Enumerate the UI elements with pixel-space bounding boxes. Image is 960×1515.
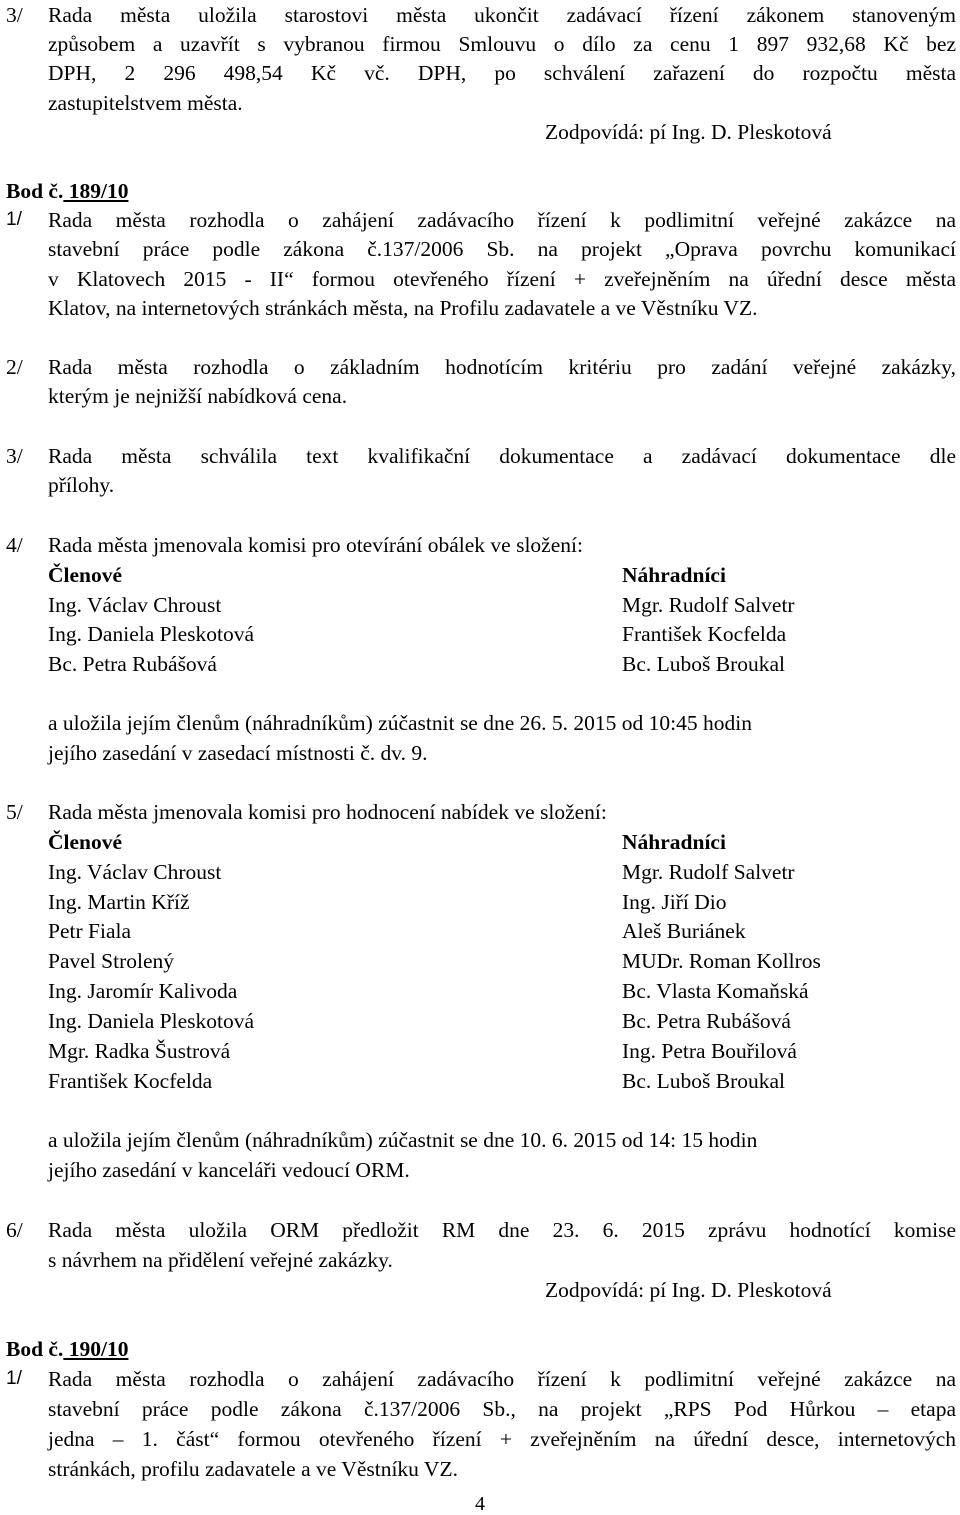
member-name: Petr Fiala <box>48 919 131 943</box>
member-name: Mgr. Radka Šustrová <box>48 1039 231 1063</box>
item-number: 4/ <box>6 533 23 557</box>
members-heading: Členové <box>48 830 123 854</box>
paragraph-line: stavební práce podle zákona č.137/2006 Sb. na projekt „Oprava povrchu komunikací <box>48 237 956 261</box>
paragraph-line: Rada města rozhodla o základním hodnotícím kritériu pro zadání veřejné zakázky, <box>48 355 956 379</box>
paragraph-line: stavební práce podle zákona č.137/2006 Sb., na projekt „RPS Pod Hůrkou – etapa <box>48 1397 956 1421</box>
page-number: 4 <box>475 1493 485 1515</box>
paragraph-line: v Klatovech 2015 - II“ formou otevřeného řízení + zveřejněním na úřední desce města <box>48 267 956 291</box>
section-heading: Bod č. 189/10 <box>6 179 129 203</box>
paragraph-line: Rada města jmenovala komisi pro otevírání obálek ve složení: <box>48 533 583 557</box>
substitute-name: Bc. Vlasta Komaňská <box>622 979 809 1003</box>
paragraph-line: Rada města uložila ORM předložit RM dne 23. 6. 2015 zprávu hodnotící komise <box>48 1218 956 1242</box>
substitute-name: Mgr. Rudolf Salvetr <box>622 860 795 884</box>
member-name: Pavel Strolený <box>48 949 174 973</box>
paragraph-line: způsobem a uzavřít s vybranou firmou Smlouvu o dílo za cenu 1 897 932,68 Kč bez <box>48 32 956 56</box>
item-number: 1/ <box>6 1368 22 1389</box>
paragraph-line: DPH, 2 296 498,54 Kč vč. DPH, po schválení zařazení do rozpočtu města <box>48 61 956 85</box>
paragraph-line: Rada města jmenovala komisi pro hodnocení nabídek ve složení: <box>48 800 607 824</box>
paragraph-line: jejího zasedání v zasedací místnosti č. dv. 9. <box>48 741 428 765</box>
paragraph-line: Rada města rozhodla o zahájení zadávacího řízení k podlimitní veřejné zakázce na <box>48 1367 956 1391</box>
member-name: Ing. Jaromír Kalivoda <box>48 979 238 1003</box>
responsible-person: Zodpovídá: pí Ing. D. Pleskotová <box>545 120 832 144</box>
substitute-name: Mgr. Rudolf Salvetr <box>622 593 795 617</box>
item-number: 2/ <box>6 355 23 379</box>
members-heading: Členové <box>48 563 123 587</box>
paragraph-line: s návrhem na přidělení veřejné zakázky. <box>48 1248 393 1272</box>
member-name: Ing. Daniela Pleskotová <box>48 1009 254 1033</box>
substitute-name: Bc. Luboš Broukal <box>622 1069 786 1093</box>
paragraph-line: zastupitelstvem města. <box>48 91 243 115</box>
paragraph-line: Rada města rozhodla o zahájení zadávacího řízení k podlimitní veřejné zakázce na <box>48 208 956 232</box>
paragraph-line: Rada města uložila starostovi města ukončit zadávací řízení zákonem stanoveným <box>48 3 956 27</box>
substitute-name: Ing. Jiří Dio <box>622 890 727 914</box>
member-name: Ing. Martin Kříž <box>48 890 190 914</box>
section-heading: Bod č. 190/10 <box>6 1337 129 1361</box>
item-number: 6/ <box>6 1218 23 1242</box>
substitute-name: Bc. Petra Rubášová <box>622 1009 791 1033</box>
item-number: 5/ <box>6 800 23 824</box>
paragraph-line: Rada města schválila text kvalifikační dokumentace a zadávací dokumentace dle <box>48 444 956 468</box>
item-number: 3/ <box>6 3 23 27</box>
substitute-name: Ing. Petra Bouřilová <box>622 1039 797 1063</box>
substitutes-heading: Náhradníci <box>622 563 726 587</box>
substitute-name: MUDr. Roman Kollros <box>622 949 821 973</box>
substitute-name: František Kocfelda <box>622 622 787 646</box>
member-name: František Kocfelda <box>48 1069 213 1093</box>
paragraph-line: a uložila jejím členům (náhradníkům) zúčastnit se dne 26. 5. 2015 od 10:45 hodin <box>48 711 752 735</box>
substitute-name: Aleš Buriánek <box>622 919 746 943</box>
paragraph-line: jejího zasedání v kanceláři vedoucí ORM. <box>48 1158 410 1182</box>
responsible-person: Zodpovídá: pí Ing. D. Pleskotová <box>545 1278 832 1302</box>
item-number: 1/ <box>6 209 22 230</box>
paragraph-line: jedna – 1. část“ formou otevřeného řízení + zveřejněním na úřední desce, internetových <box>48 1427 956 1451</box>
paragraph-line: přílohy. <box>48 473 115 497</box>
item-number: 3/ <box>6 444 23 468</box>
member-name: Ing. Václav Chroust <box>48 593 222 617</box>
member-name: Bc. Petra Rubášová <box>48 652 217 676</box>
paragraph-line: kterým je nejnižší nabídková cena. <box>48 384 348 408</box>
substitute-name: Bc. Luboš Broukal <box>622 652 786 676</box>
paragraph-line: Klatov, na internetových stránkách města, na Profilu zadavatele a ve Věstníku VZ. <box>48 296 758 320</box>
member-name: Ing. Daniela Pleskotová <box>48 622 254 646</box>
member-name: Ing. Václav Chroust <box>48 860 222 884</box>
paragraph-line: stránkách, profilu zadavatele a ve Věstníku VZ. <box>48 1457 458 1481</box>
paragraph-line: a uložila jejím členům (náhradníkům) zúčastnit se dne 10. 6. 2015 od 14: 15 hodin <box>48 1128 758 1152</box>
substitutes-heading: Náhradníci <box>622 830 726 854</box>
